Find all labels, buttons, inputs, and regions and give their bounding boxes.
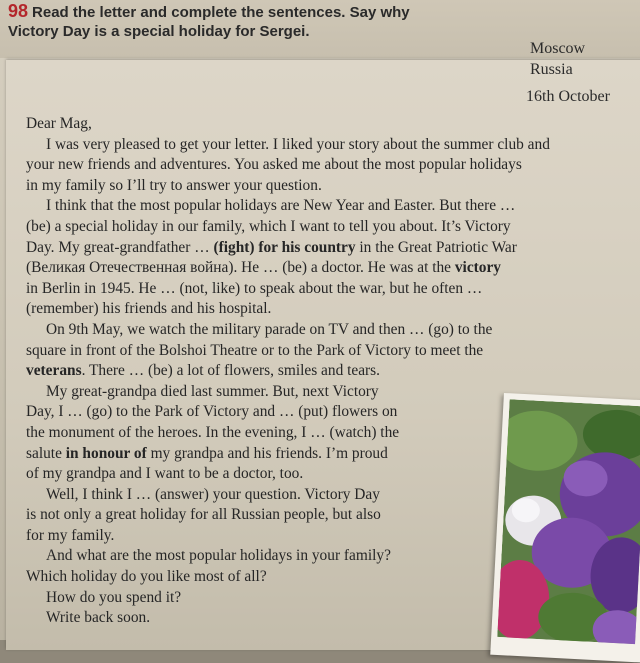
letter-line [26,320,638,341]
letter-text: (remember) his friends and his hospital. [26,300,272,318]
letter-text: my grandpa and his friends. I’m proud [146,444,388,462]
letter-text: is not only a great holiday for all Russian people, but also [26,506,381,524]
letter-line [26,299,638,320]
letter-text: And what are the most popular holidays in your family? [46,547,391,565]
sender-address [530,38,585,80]
task-instruction-line2: Victory Day is a special holiday for Sergei. [8,23,310,40]
letter-line [26,361,638,382]
lilac-illustration [497,399,640,644]
task-number: 98 [8,1,29,21]
letter-greeting: Dear Mag, [26,115,92,132]
letter-text: for my family. [26,526,115,544]
letter-text: of my grandpa and I want to be a doctor, too. [26,465,304,483]
letter-text: I think that the most popular holidays are New Year and Easter. But there … [46,197,516,215]
letter-line [26,135,638,156]
letter-text: On 9th May, we watch the military parade on TV and then … (go) to the [46,320,493,338]
letter-line [26,196,638,217]
letter-text: Well, I think I … (answer) your question. Victory Day [46,485,380,503]
letter-line [26,258,638,279]
letter-text: your new friends and adventures. You asked me about the most popular holidays [26,156,522,174]
letter-text: in the Great Patriotic War [355,238,517,256]
letter-date: 16th October [526,88,610,105]
letter-line [26,341,638,362]
vocabulary-bold: in honour of [65,444,147,462]
vocabulary-bold: veterans [26,362,82,380]
letter-line [26,176,638,197]
letter-text: I was very pleased to get your letter. I liked your story about the summer club and [46,135,550,153]
letter-line [26,238,638,259]
letter-text: . There … (be) a lot of flowers, smiles and tears. [81,362,381,380]
task-instruction-line1: Read the letter and complete the sentences. Say why [32,4,410,21]
letter-line [26,155,638,176]
letter-text: (Великая Отечественная война). He … (be) a doctor. He was at the [26,259,455,277]
letter-line [26,279,638,300]
address-city: Moscow [530,40,586,57]
letter-text: the monument of the heroes. In the evening, I … (watch) the [26,423,400,441]
vocabulary-bold: victory [454,259,501,277]
letter-text: How do you spend it? [46,588,182,606]
letter-line [26,217,638,238]
letter-text: Day, I … (go) to the Park of Victory and … (put) flowers on [26,403,398,421]
letter-text: (be) a special holiday in our family, which I want to tell you about. It’s Victory [26,217,511,235]
address-country: Russia [530,61,573,78]
letter-text: salute [26,444,66,462]
lilac-flowers-photo [490,393,640,663]
letter-text: in my family so I’ll try to answer your question. [26,176,322,194]
letter-text: square in front of the Bolshoi Theatre or to the Park of Victory to meet the [26,341,484,359]
letter-text: Day. My great-grandfather … [26,238,214,256]
vocabulary-bold: (fight) for his country [213,238,356,256]
letter-text: Write back soon. [46,609,151,627]
letter-text: in Berlin in 1945. He … (not, like) to speak about the war, but he often … [26,279,483,297]
letter-text: Which holiday do you like most of all? [26,568,267,586]
photo-image [497,399,640,657]
task-instruction [8,2,528,41]
letter-text: My great-grandpa died last summer. But, next Victory [46,382,379,400]
